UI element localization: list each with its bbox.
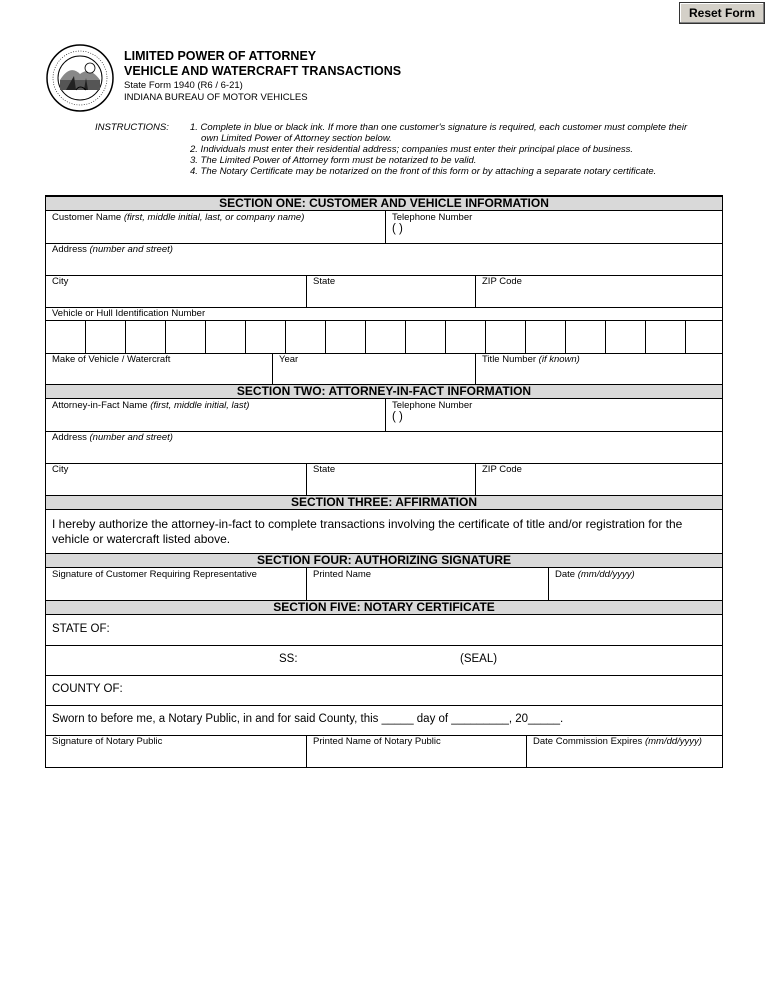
telephone-area-code: ( ) (392, 411, 403, 423)
attorney-name-field[interactable] (46, 399, 385, 431)
vin-box-divider (125, 320, 126, 353)
agency-name: INDIANA BUREAU OF MOTOR VEHICLES (124, 92, 308, 103)
printed-name-field[interactable] (307, 568, 548, 600)
vin-box-divider (165, 320, 166, 353)
make-field[interactable] (46, 353, 272, 384)
customer-city-field[interactable] (46, 275, 306, 307)
telephone-label: Telephone Number (392, 212, 473, 223)
section-five-header: SECTION FIVE: NOTARY CERTIFICATE (46, 600, 722, 615)
notary-printed-name-label: Printed Name of Notary Public (313, 736, 441, 747)
vin-box-divider (445, 320, 446, 353)
vin-box-divider (205, 320, 206, 353)
form-title-line-1: LIMITED POWER OF ATTORNEY (124, 49, 317, 63)
zip-label: ZIP Code (482, 276, 522, 287)
notary-county-field[interactable] (46, 675, 722, 705)
attorney-address-field[interactable] (46, 431, 722, 463)
telephone-area-code: ( ) (392, 223, 403, 235)
form-title-line-2: VEHICLE AND WATERCRAFT TRANSACTIONS (124, 64, 402, 78)
vin-box-divider (245, 320, 246, 353)
county-of-label: COUNTY OF: (52, 683, 123, 695)
signature-date-field[interactable] (549, 568, 722, 600)
title-number-label: Title Number (if known) (482, 354, 580, 365)
attorney-telephone-field[interactable] (386, 399, 722, 431)
state-of-label: STATE OF: (52, 623, 110, 635)
instruction-item: 2. Individuals must enter their residential address; companies must enter their principal place of business. (190, 144, 634, 155)
attorney-zip-field[interactable] (476, 463, 722, 495)
vin-box-divider (645, 320, 646, 353)
state-label: State (313, 276, 336, 287)
customer-signature-label: Signature of Customer Requiring Representative (52, 569, 257, 580)
vin-box-divider (605, 320, 606, 353)
instruction-item: 3. The Limited Power of Attorney form must be notarized to be valid. (190, 155, 477, 166)
vin-box-divider (85, 320, 86, 353)
poa-form (45, 195, 723, 768)
seal-label: (SEAL) (460, 653, 498, 665)
vin-box-divider (685, 320, 686, 353)
ss-label: SS: (279, 653, 298, 665)
year-label: Year (279, 354, 299, 365)
section-three-header: SECTION THREE: AFFIRMATION (46, 495, 722, 510)
commission-expires-field[interactable] (527, 735, 722, 768)
city-label: City (52, 276, 69, 287)
sworn-statement-row[interactable] (46, 705, 722, 735)
make-label: Make of Vehicle / Watercraft (52, 354, 171, 365)
state-label: State (313, 464, 336, 475)
instructions-list (190, 122, 730, 177)
vin-boxes[interactable] (46, 320, 722, 353)
indiana-state-seal (46, 44, 114, 112)
section-two-header: SECTION TWO: ATTORNEY-IN-FACT INFORMATION (46, 384, 722, 399)
zip-label: ZIP Code (482, 464, 522, 475)
address-label: Address (number and street) (52, 432, 173, 443)
address-label: Address (number and street) (52, 244, 173, 255)
vin-label: Vehicle or Hull Identification Number (52, 308, 206, 319)
date-label: Date (mm/dd/yyyy) (555, 569, 635, 580)
vin-box-divider (485, 320, 486, 353)
instructions-label: INSTRUCTIONS: (95, 122, 169, 133)
instruction-item: 4. The Notary Certificate may be notarized on the front of this form or by attaching a separate notary certificate. (190, 166, 657, 177)
attorney-city-field[interactable] (46, 463, 306, 495)
notary-printed-name-field[interactable] (307, 735, 526, 768)
section-four-header: SECTION FOUR: AUTHORIZING SIGNATURE (46, 553, 722, 568)
reset-form-button[interactable]: Reset Form (679, 2, 765, 24)
notary-signature-label: Signature of Notary Public (52, 736, 163, 747)
customer-zip-field[interactable] (476, 275, 722, 307)
city-label: City (52, 464, 69, 475)
vin-box-divider (525, 320, 526, 353)
affirmation-text: I hereby authorize the attorney-in-fact to complete transactions involving the certificate of title and/or registration for the vehicle or watercraft listed above. (52, 517, 683, 546)
vin-box-divider (405, 320, 406, 353)
vin-box-divider (325, 320, 326, 353)
customer-name-label: Customer Name (first, middle initial, last, or company name) (52, 212, 305, 223)
commission-expires-label: Date Commission Expires (mm/dd/yyyy) (533, 736, 702, 747)
form-number: State Form 1940 (R6 / 6-21) (124, 80, 243, 91)
printed-name-label: Printed Name (313, 569, 372, 580)
title-number-field[interactable] (476, 353, 722, 384)
ss-seal-row (46, 645, 722, 675)
customer-name-field[interactable] (46, 211, 386, 243)
vin-box-divider (365, 320, 366, 353)
vin-box-divider (285, 320, 286, 353)
customer-state-field[interactable] (307, 275, 475, 307)
customer-telephone-field[interactable] (386, 211, 722, 243)
sworn-statement: Sworn to before me, a Notary Public, in and for said County, this _____ day of _________, 20_____. (52, 713, 564, 725)
notary-state-field[interactable] (46, 615, 722, 645)
customer-signature-field[interactable] (46, 568, 306, 600)
customer-address-field[interactable] (46, 243, 722, 275)
notary-signature-field[interactable] (46, 735, 306, 768)
vin-box-divider (565, 320, 566, 353)
section-one-header: SECTION ONE: CUSTOMER AND VEHICLE INFORMATION (46, 196, 722, 211)
year-field[interactable] (273, 353, 475, 384)
telephone-label: Telephone Number (392, 400, 473, 411)
attorney-state-field[interactable] (307, 463, 475, 495)
instruction-item: own Limited Power of Attorney section below. (201, 133, 392, 144)
vin-label-row (46, 307, 722, 320)
instruction-item: 1. Complete in blue or black ink. If more than one customer's signature is required, each customer must complete their (190, 122, 688, 133)
attorney-name-label: Attorney-in-Fact Name (first, middle initial, last) (52, 400, 250, 411)
